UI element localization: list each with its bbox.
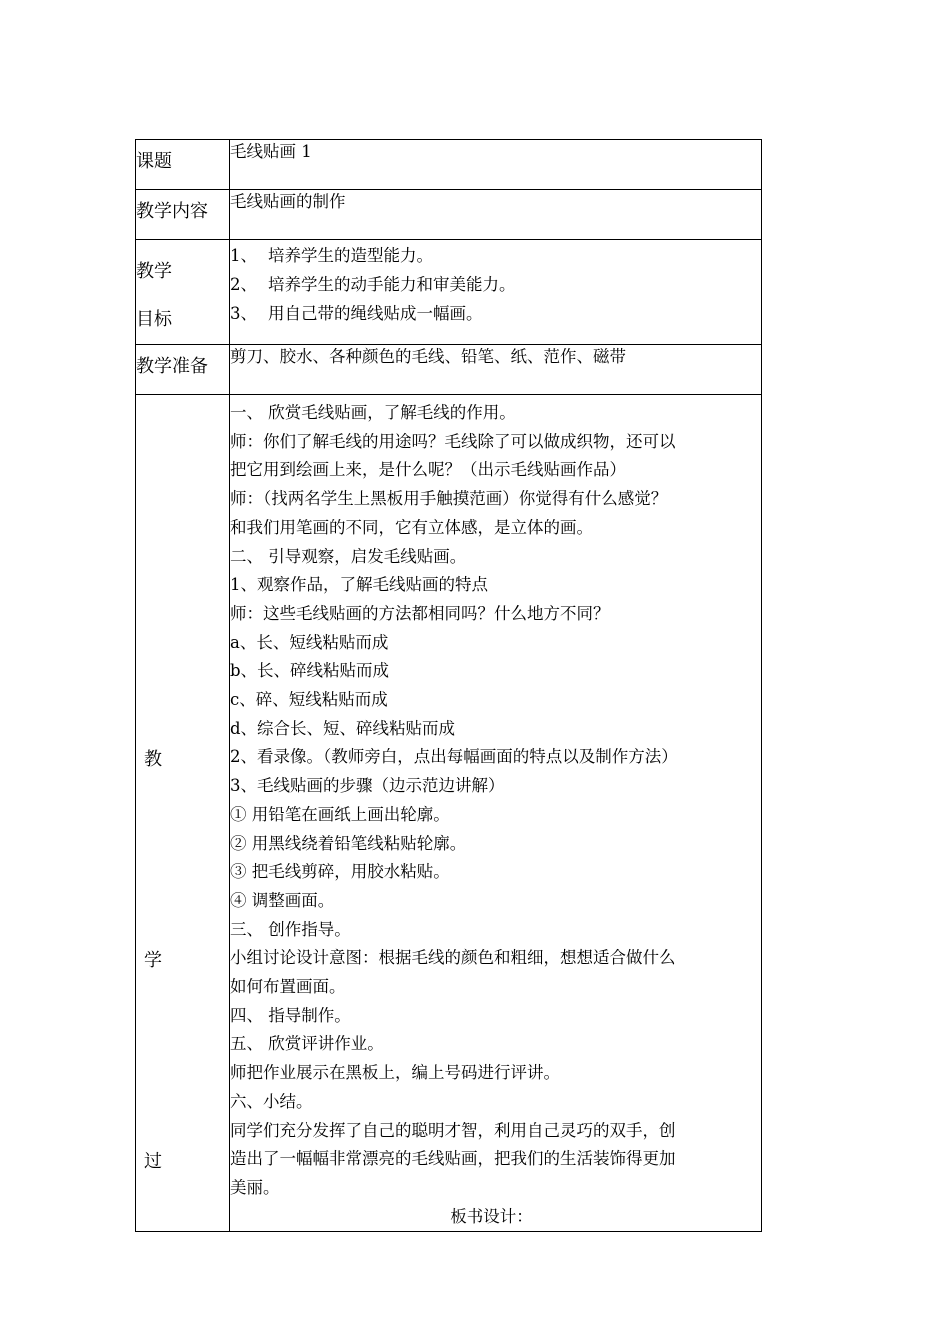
goals-list [230, 240, 762, 345]
prep-value: 剪刀、胶水、各种颜色的毛线、铅笔、纸、范作、磁带 [230, 345, 762, 395]
topic-label: 课题 [136, 140, 230, 190]
process-line: 一、 欣赏毛线贴画，了解毛线的作用。 [230, 403, 516, 422]
process-line: b、长、碎线粘贴而成 [230, 661, 390, 681]
process-label-char: 过 [144, 1151, 162, 1172]
content-row [136, 190, 762, 240]
goal-item: 2、 培养学生的动手能力和审美能力。 [230, 275, 516, 294]
board-design-title: 板书设计： [450, 1206, 533, 1226]
process-content [230, 395, 762, 1232]
goals-label-line1: 教学 [136, 261, 172, 282]
topic-value: 毛线贴画 1 [230, 140, 762, 190]
process-line: 如何布置画面。 [230, 977, 346, 997]
process-line: ② 用黑线绕着铅笔线粘贴轮廓。 [230, 833, 467, 853]
process-line: 小组讨论设计意图：根据毛线的颜色和粗细，想想适合做什么 [230, 948, 676, 968]
process-line: 美丽。 [230, 1177, 280, 1197]
lesson-plan-table [135, 139, 762, 1232]
goals-row [136, 240, 762, 345]
process-line: 五、 欣赏评讲作业。 [230, 1034, 384, 1054]
process-label [136, 395, 230, 1232]
process-line: 2、看录像。（教师旁白，点出每幅画面的特点以及制作方法） [230, 747, 678, 767]
goal-item: 1、 培养学生的造型能力。 [230, 246, 433, 265]
process-line: 六、小结。 [230, 1091, 313, 1111]
process-line: 师：你们了解毛线的用途吗？毛线除了可以做成织物，还可以 [230, 431, 676, 451]
process-line: 师：（找两名学生上黑板用手触摸范画）你觉得有什么感觉？ [230, 489, 668, 509]
process-line: 把它用到绘画上来，是什么呢？（出示毛线贴画作品） [230, 460, 626, 480]
process-line: 3、毛线贴画的步骤（边示范边讲解） [230, 776, 505, 796]
process-line: 师把作业展示在黑板上，编上号码进行评讲。 [230, 1063, 560, 1083]
process-line: a、长、短线粘贴而成 [230, 632, 389, 652]
process-label-char: 教 [144, 749, 162, 770]
goal-item: 3、 用自己带的绳线贴成一幅画。 [230, 304, 483, 323]
content-value: 毛线贴画的制作 [230, 190, 762, 240]
prep-label: 教学准备 [136, 345, 230, 395]
process-line: 1、观察作品，了解毛线贴画的特点 [230, 575, 488, 595]
prep-row [136, 345, 762, 395]
topic-row [136, 140, 762, 190]
process-line: ④ 调整画面。 [230, 890, 335, 910]
process-line: ③ 把毛线剪碎，用胶水粘贴。 [230, 862, 450, 882]
process-line: 和我们用笔画的不同，它有立体感，是立体的画。 [230, 517, 593, 537]
process-line: 同学们充分发挥了自己的聪明才智，利用自己灵巧的双手，创 [230, 1120, 676, 1140]
process-row [136, 395, 762, 1232]
process-line: ① 用铅笔在画纸上画出轮廓。 [230, 804, 450, 824]
process-label-char: 学 [144, 950, 162, 971]
process-line: 师：这些毛线贴画的方法都相同吗？什么地方不同？ [230, 603, 610, 623]
process-line: 二、 引导观察，启发毛线贴画。 [230, 546, 467, 566]
goals-label-line2: 目标 [136, 309, 172, 330]
content-label: 教学内容 [136, 190, 230, 240]
process-line: c、碎、短线粘贴而成 [230, 690, 388, 710]
process-line: 四、 指导制作。 [230, 1005, 351, 1025]
process-line: 三、 创作指导。 [230, 919, 351, 939]
process-line: 造出了一幅幅非常漂亮的毛线贴画，把我们的生活装饰得更加 [230, 1149, 676, 1169]
goals-label [136, 240, 230, 345]
process-line: d、综合长、短、碎线粘贴而成 [230, 718, 456, 738]
